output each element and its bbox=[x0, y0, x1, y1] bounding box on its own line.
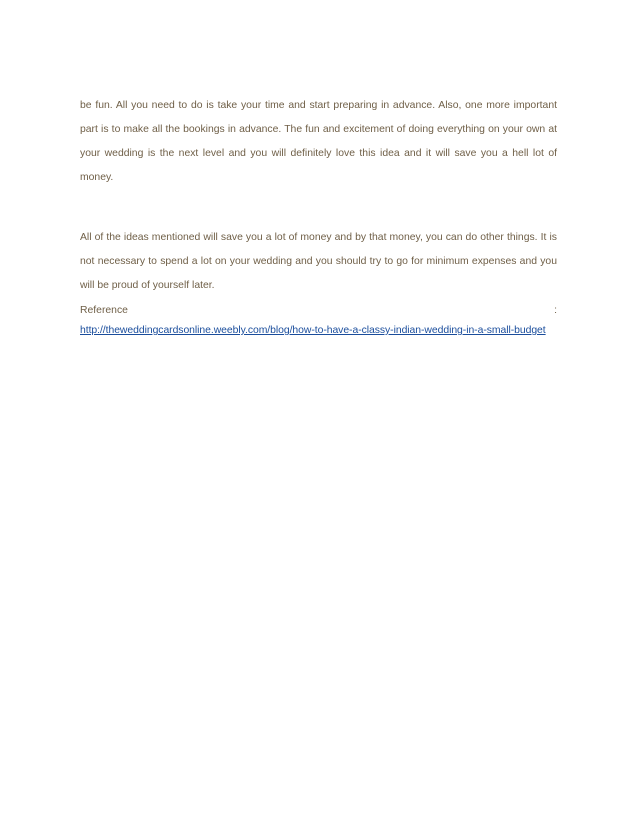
document-page bbox=[80, 94, 557, 341]
body-paragraph-2: All of the ideas mentioned will save you a lot of money and by that money, you can do other things. It is not necessary to spend a lot on your wedding and you should try to go for minimum expenses and you will be proud of yourself later. bbox=[80, 232, 557, 291]
body-paragraph-1: be fun. All you need to do is take your time and start preparing in advance. Also, one more important part is to make all the bookings in advance. The fun and excitement of doing everything on your own at your wedding is the next level and you will definitely love this idea and it will save you a hell lot of money. bbox=[80, 100, 557, 183]
reference-line bbox=[80, 301, 557, 321]
reference-label: Reference bbox=[80, 305, 128, 316]
reference-colon: : bbox=[554, 305, 557, 316]
reference-link[interactable]: http://theweddingcardsonline.weebly.com/blog/how-to-have-a-classy-indian-wedding-in-a-small-budget bbox=[80, 325, 546, 336]
paragraph-spacer bbox=[80, 190, 557, 226]
